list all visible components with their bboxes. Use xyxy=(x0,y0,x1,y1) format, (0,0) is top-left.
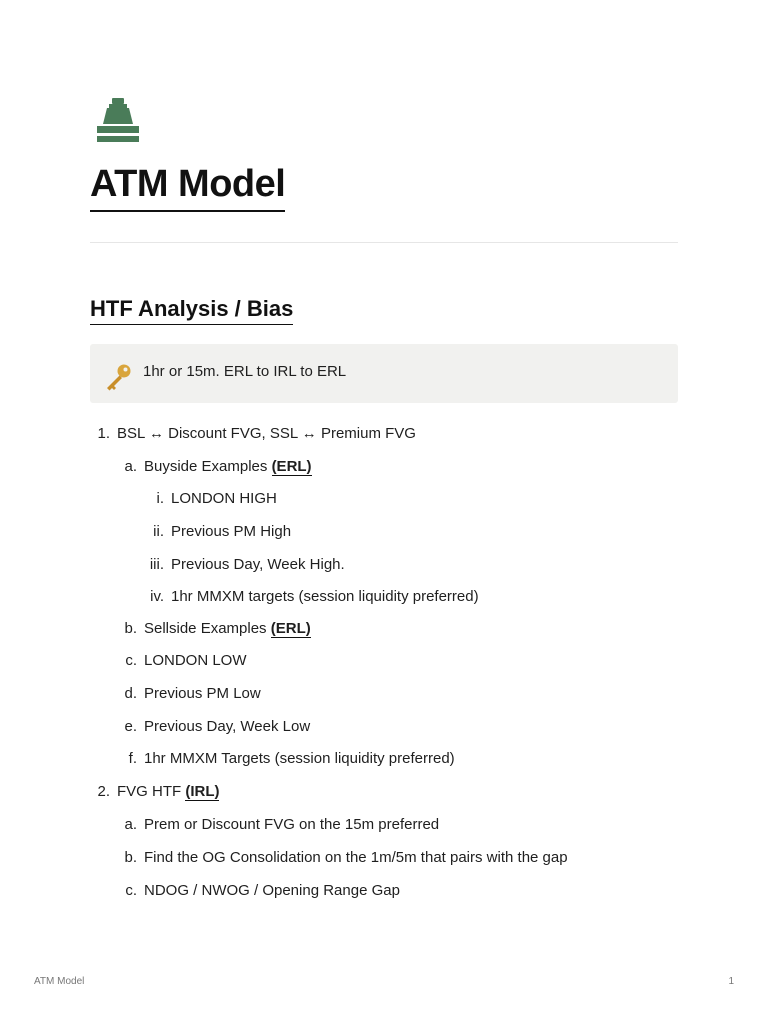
list-marker: a. xyxy=(124,458,137,475)
list-item xyxy=(125,650,247,672)
list-item xyxy=(124,814,440,836)
list-marker: 2. xyxy=(97,783,110,800)
list-marker: i. xyxy=(156,490,164,507)
list-item-text: 1hr MMXM Targets (session liquidity preferred) xyxy=(144,750,455,767)
erl-tag: (ERL) xyxy=(271,458,312,475)
page-title: ATM Model xyxy=(90,160,285,212)
list-item-text: 1hr MMXM targets (session liquidity preferred) xyxy=(171,588,479,605)
list-item xyxy=(124,683,261,705)
footer-page-number: 1 xyxy=(728,976,734,987)
list-item-text: Previous PM High xyxy=(171,523,292,540)
list-marker: d. xyxy=(124,685,137,702)
list-marker: iii. xyxy=(149,556,164,573)
list-item xyxy=(153,521,292,543)
list-item-text: FVG HTF xyxy=(117,783,186,800)
list-item xyxy=(124,618,311,640)
list-marker: b. xyxy=(124,849,137,866)
list-marker: 1. xyxy=(97,425,110,442)
list-marker: iv. xyxy=(150,588,164,605)
callout-text: 1hr or 15m. ERL to IRL to ERL xyxy=(143,363,347,380)
key-icon xyxy=(103,362,133,392)
list-marker: c. xyxy=(125,882,137,899)
green-bucket-icon xyxy=(96,98,140,144)
irl-tag: (IRL) xyxy=(185,783,220,800)
list-item-text: Buyside Examples xyxy=(144,458,272,475)
list-item xyxy=(149,554,345,576)
list-item xyxy=(97,781,220,803)
list-item-text: Sellside Examples xyxy=(144,620,271,637)
list-item xyxy=(124,716,311,738)
list-item-text: Previous Day, Week Low xyxy=(144,718,311,735)
list-item xyxy=(156,488,277,510)
list-marker: f. xyxy=(128,750,137,767)
list-marker: e. xyxy=(124,718,137,735)
list-item-text: BSL ↔ Discount FVG, SSL ↔ Premium FVG xyxy=(117,425,416,442)
footer-doc-name: ATM Model xyxy=(34,976,85,987)
callout xyxy=(90,344,678,403)
list-item xyxy=(125,880,400,902)
list-item-text: LONDON HIGH xyxy=(171,490,277,507)
list-item xyxy=(150,586,479,608)
list-item-text: Previous PM Low xyxy=(144,685,261,702)
list-marker: a. xyxy=(124,816,137,833)
list-marker: c. xyxy=(125,652,137,669)
list-item-text: Prem or Discount FVG on the 15m preferred xyxy=(144,816,440,833)
section-heading: HTF Analysis / Bias xyxy=(90,294,293,325)
list-item xyxy=(124,456,312,478)
list-item xyxy=(124,847,568,869)
list-item-text: LONDON LOW xyxy=(144,652,247,669)
list-item-text: Find the OG Consolidation on the 1m/5m that pairs with the gap xyxy=(144,849,568,866)
list-marker: ii. xyxy=(153,523,164,540)
divider xyxy=(90,242,678,243)
list-item-text: NDOG / NWOG / Opening Range Gap xyxy=(144,882,400,899)
list-item xyxy=(128,748,455,770)
list-marker: b. xyxy=(124,620,137,637)
erl-tag: (ERL) xyxy=(270,620,311,637)
list-item xyxy=(97,423,416,445)
list-item-text: Previous Day, Week High. xyxy=(171,556,345,573)
